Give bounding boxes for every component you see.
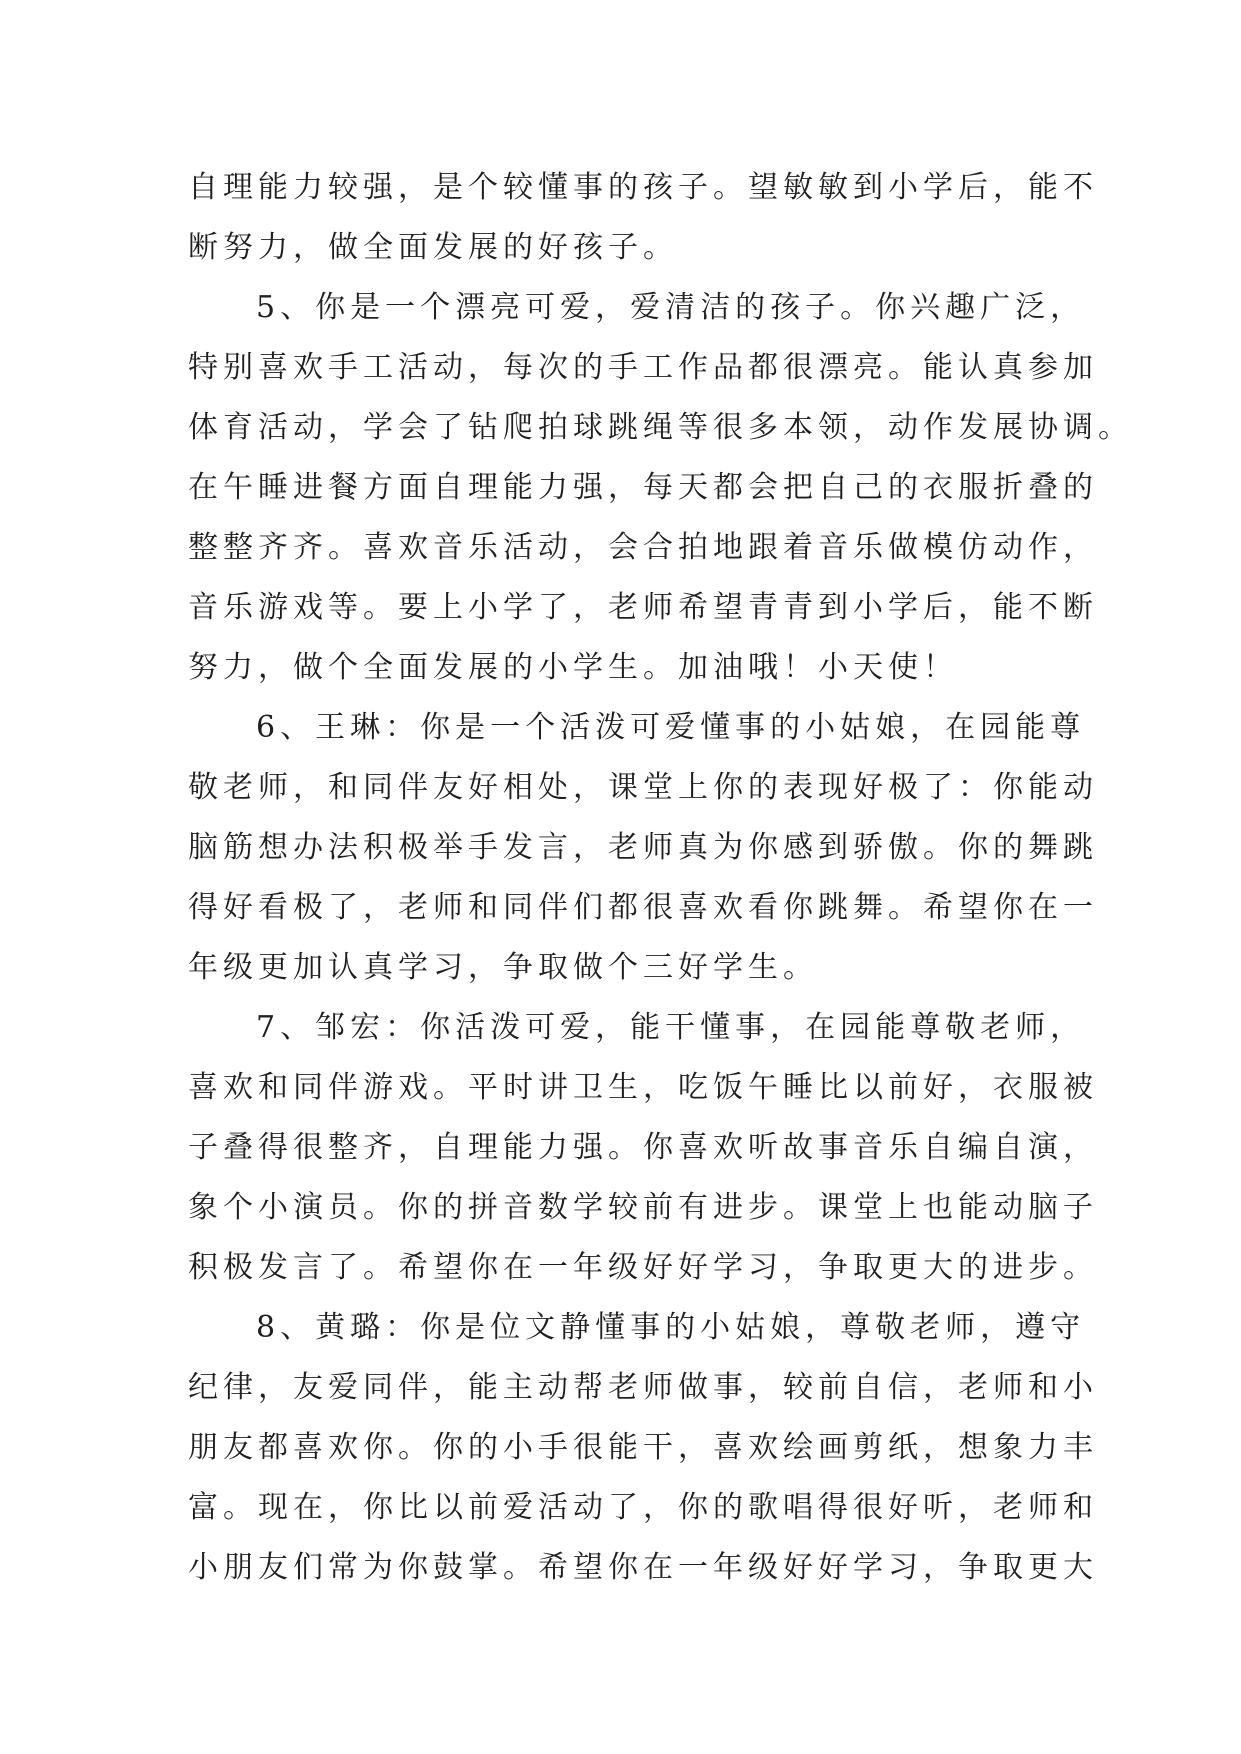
paragraph-7-start: 7、邹宏：你活泼可爱，能干懂事，在园能尊敬老师， — [256, 1010, 1086, 1045]
text-line: 象个小演员。你的拼音数学较前有进步。课堂上也能动脑子 — [188, 1190, 1098, 1225]
text-line: 自理能力较强，是个较懂事的孩子。望敏敏到小学后，能不 — [188, 170, 1098, 205]
text-line: 努力，做个全面发展的小学生。加油哦！小天使！ — [188, 650, 958, 685]
text-line: 得好看极了，老师和同伴们都很喜欢看你跳舞。希望你在一 — [188, 890, 1098, 925]
text-line: 脑筋想办法积极举手发言，老师真为你感到骄傲。你的舞跳 — [188, 830, 1098, 865]
text-line: 喜欢和同伴游戏。平时讲卫生，吃饭午睡比以前好，衣服被 — [188, 1070, 1098, 1105]
text-line: 朋友都喜欢你。你的小手很能干，喜欢绘画剪纸，想象力丰 — [188, 1430, 1098, 1465]
text-line: 小朋友们常为你鼓掌。希望你在一年级好好学习，争取更大 — [188, 1550, 1098, 1585]
text-line: 子叠得很整齐，自理能力强。你喜欢听故事音乐自编自演， — [188, 1130, 1098, 1165]
text-line: 体育活动，学会了钻爬拍球跳绳等很多本领，动作发展协调。 — [188, 410, 1133, 445]
paragraph-8-start: 8、黄璐：你是位文静懂事的小姑娘，尊敬老师，遵守 — [256, 1310, 1086, 1345]
text-line: 敬老师，和同伴友好相处，课堂上你的表现好极了：你能动 — [188, 770, 1098, 805]
text-line: 富。现在，你比以前爱活动了，你的歌唱得很好听，老师和 — [188, 1490, 1098, 1525]
text-line: 音乐游戏等。要上小学了，老师希望青青到小学后，能不断 — [188, 590, 1098, 625]
text-line: 特别喜欢手工活动，每次的手工作品都很漂亮。能认真参加 — [188, 350, 1098, 385]
text-line: 整整齐齐。喜欢音乐活动，会合拍地跟着音乐做模仿动作， — [188, 530, 1098, 565]
text-line: 在午睡进餐方面自理能力强，每天都会把自己的衣服折叠的 — [188, 470, 1098, 505]
paragraph-6-start: 6、王琳：你是一个活泼可爱懂事的小姑娘，在园能尊 — [256, 710, 1086, 745]
paragraph-5-start: 5、你是一个漂亮可爱，爱清洁的孩子。你兴趣广泛， — [256, 290, 1086, 325]
body-text — [188, 158, 1133, 1598]
text-line: 积极发言了。希望你在一年级好好学习，争取更大的进步。 — [188, 1250, 1098, 1285]
text-line: 纪律，友爱同伴，能主动帮老师做事，较前自信，老师和小 — [188, 1370, 1098, 1405]
text-line: 断努力，做全面发展的好孩子。 — [188, 230, 678, 265]
text-line: 年级更加认真学习，争取做个三好学生。 — [188, 950, 818, 985]
